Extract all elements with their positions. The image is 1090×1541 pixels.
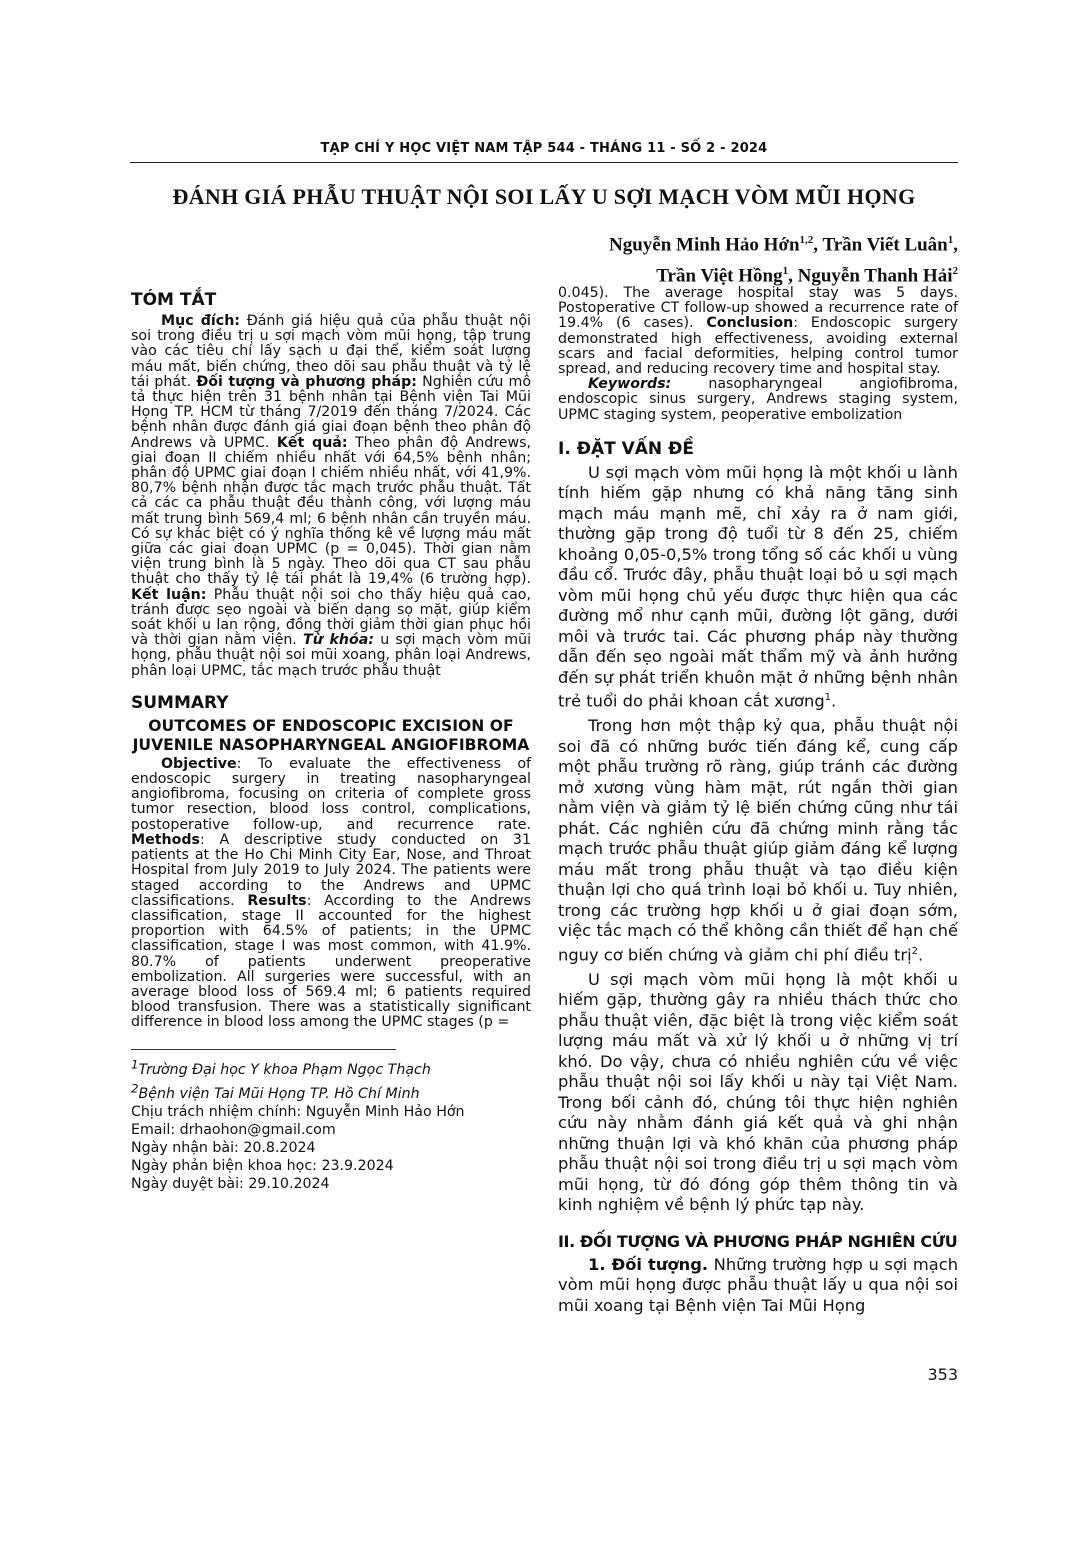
label: Keywords: <box>588 376 672 393</box>
abstract-heading: TÓM TẮT <box>131 290 217 310</box>
footnote-received: Ngày nhận bài: 20.8.2024 <box>131 1140 316 1156</box>
body-text: Những trường hợp u sợi mạch vòm mũi họng được phẫu thuật lấy u qua nội soi mũi xoang tại Bệnh viện Tai Mũi Họng <box>558 1254 959 1315</box>
footnote-mark: 1 <box>131 1057 139 1072</box>
summary-heading: SUMMARY <box>131 692 229 713</box>
intro-paragraph-1: U sợi mạch vòm mũi họng là một khối u lành tính hiếm gặp nhưng có khả năng tăng sinh mạch máu mạnh mẽ, chỉ xảy ra ở nam giới, thường gặp trong độ tuổi từ 8 đến 25, chiếm khoảng 0,05-0,5% trong tổng số các khối u vùng đầu cổ. Trước đây, phẫu thuật loại bỏ u sợi mạch vòm mũi họng chủ yếu được thực hiện qua các đường mổ như cạnh mũi, đường lột găng, dưới môi và trước tai. Các phương pháp này thường dẫn đến sẹo ngoài mất thẩm mỹ và ảnh hưởng đến sự phát triển khuôn mặt ở những bệnh nhân trẻ tuổi do phải khoan cắt xương$^1$. <box>558 462 958 711</box>
footnote-reviewed: Ngày phản biện khoa học: 23.9.2024 <box>131 1158 394 1174</box>
citation-ref: 2 <box>911 945 918 957</box>
summary-text: : According to the Andrews classification, stage II accounted for the highest proportion with 64.5% of patients; in the UPMC classification, stage I was most common, with 41.9%. 80.7% of patients underwent preoperative embolization. All surgeries were successful, with an average blood loss of 569.4 ml; 6 patients required blood transfusion. There was a statistically significant difference in blood loss among the UPMC stages (p = <box>131 892 532 1031</box>
footnote-affiliation-2 <box>131 1079 531 1103</box>
abstract-text: Theo phân độ Andrews, giai đoạn II chiếm nhiều nhất với 64,5% bệnh nhân; phân độ UPMC giai đoạn I chiếm nhiều nhất, với 41,9%. 80,7% bệnh nhận được tắc mạch trước phẫu thuật. Tất cả các ca phẫu thuật đều thành công, với lượng máu mất trung bình 569,4 ml; 6 bệnh nhân cần truyền máu. Có sự khác biệt có ý nghĩa thống kê về lượng máu mất giữa các giai đoạn UPMC (p = 0,045). Thời gian nằm viện trung bình là 5 ngày. Theo dõi qua CT sau phẫu thuật cho thấy tỷ lệ tái phát là 19,4% (6 trường hợp). <box>131 434 532 588</box>
header-rule <box>130 162 958 163</box>
label: Objective <box>161 755 237 772</box>
author-affiliation: 1 <box>782 265 789 278</box>
section-heading-introduction: I. ĐẶT VẤN ĐỀ <box>558 438 694 459</box>
journal-header: TẠP CHÍ Y HỌC VIỆT NAM TẬP 544 - THÁNG 11 - SỐ 2 - 2024 <box>320 141 768 156</box>
footnote-mark: 2 <box>131 1081 139 1096</box>
author-name: Trần Việt Hồng <box>656 265 783 287</box>
footnote-rule <box>131 1049 396 1050</box>
author-affiliation: 1 <box>947 234 954 246</box>
author-name: Nguyễn Thanh Hải <box>797 265 953 287</box>
label: Results <box>247 892 307 909</box>
summary-keywords <box>558 377 958 423</box>
footnote-accepted: Ngày duyệt bài: 29.10.2024 <box>131 1176 330 1192</box>
intro-paragraph-2: Trong hơn một thập kỷ qua, phẫu thuật nội soi đã có những bước tiến đáng kể, cung cấp một phẫu trường rõ ràng, giúp tránh các đường mở xương vùng hàm mặt, rút ngắn thời gian nằm viện và giảm tỷ lệ biến chứng cũng như tái phát. Các nghiên cứu đã chứng minh rằng tắc mạch trước phẫu thuật giúp giảm đáng kể lượng máu mất trong phẫu thuật và tạo điều kiện thuận lợi cho quá trình loại bỏ khối u. Tuy nhiên, trong các trường hợp khối u ở giai đoạn sớm, việc tắc mạch có thể không cần thiết để hạn chế nguy cơ biến chứng và giảm chi phí điều trị$^2$. <box>558 716 958 965</box>
author-line-2: Trần Việt Hồng$^1$, Nguyễn Thanh Hải$^2$ <box>656 265 958 287</box>
citation-ref: 1 <box>824 692 832 704</box>
abstract-paragraph <box>131 314 531 679</box>
author-name: Nguyễn Minh Hảo Hớn <box>609 234 800 256</box>
author-list <box>609 227 958 290</box>
author-line-1: Nguyễn Minh Hảo Hớn$^{1,2}$, Trần Viết Luân$^1$, <box>609 234 958 256</box>
footnote-responsible: Chịu trách nhiệm chính: Nguyễn Minh Hảo Hớn <box>131 1104 465 1120</box>
author-affiliation: 2 <box>952 265 958 278</box>
summary-text: nasopharyngeal angiofibroma, endoscopic sinus surgery, Andrews staging system, UPMC staging system, peoperative embolization <box>558 376 958 423</box>
summary-text: : Endoscopic surgery demonstrated high effectiveness, avoiding external scars and facial deformities, helping control tumor spread, and reducing recovery time and hospital stay. <box>558 315 959 378</box>
intro-paragraph-3: U sợi mạch vòm mũi họng là một khối u hiếm gặp, thường gây ra nhiều thách thức cho phẫu thuật viên, đặc biệt là trong việc kiểm soát lượng máu mất và xử lý khối u ở những vị trí khó. Do vậy, chưa có nhiều nghiên cứu về việc phẫu thuật nội soi lấy khối u này tại Việt Nam. Trong bối cảnh đó, chúng tôi thực hiện nghiên cứu này nhằm đánh giá kết quả và ghi nhận những thuận lợi và khó khăn của phương pháp phẫu thuật nội soi trong điều trị u sợi mạch vòm mũi họng, từ đó đóng góp thêm thông tin và kinh nghiệm về bệnh lý phức tạp này. <box>558 969 958 1215</box>
label: Mục đích: <box>161 313 240 329</box>
summary-text: : To evaluate the effectiveness of endoscopic surgery in treating nasopharyngeal angiofibroma, focusing on criteria of complete gross tumor resection, blood loss control, complications, postoperative follow-up, and recurrence rate. <box>131 755 531 833</box>
label: Đối tượng và phương pháp: <box>196 373 417 390</box>
section-heading-methods: II. ĐỐI TƯỢNG VÀ PHƯƠNG PHÁP NGHIÊN CỨU <box>558 1231 958 1251</box>
author-affiliation: 1,2 <box>799 234 814 246</box>
abstract-text: u sợi mạch vòm mũi họng, phẫu thuật nội soi mũi xoang, phân loại Andrews, phân loại UPMC, tắc mạch trước phẫu thuật <box>131 632 532 679</box>
methods-paragraph <box>558 1255 958 1317</box>
abstract-text: Nghiên cứu mô tả thực hiện trên 31 bệnh nhân tại Bệnh viện Tai Mũi Họng TP. HCM từ tháng 7/2019 đến tháng 7/2024. Các bệnh nhân được đánh giá giai đoạn bệnh theo phân độ Andrews và UPMC. <box>131 373 531 451</box>
subheading: 1. Đối tượng. <box>588 1254 709 1274</box>
abstract-text: Đánh giá hiệu quả của phẫu thuật nội soi trong điều trị u sợi mạch vòm mũi họng, tập trung vào các tiêu chí lấy sạch u đại thể, kiểm soát lượng máu mất, biến chứng, theo dõi sau phẫu thuật và tỷ lệ tái phát. <box>131 313 531 390</box>
summary-text: : A descriptive study conducted on 31 patients at the Ho Chi Minh City Ear, Nose, and Throat Hospital from July 2019 to July 2024. The patients were staged according to the Andrews and UPMC classifications. <box>131 831 531 909</box>
label: Methods <box>131 831 200 848</box>
label: Kết luận: <box>131 586 207 603</box>
paper-title: ĐÁNH GIÁ PHẪU THUẬT NỘI SOI LẤY U SỢI MẠCH VÒM MŨI HỌNG <box>172 184 916 209</box>
author-name: Trần Viết Luân <box>822 234 948 256</box>
label: Conclusion <box>706 315 794 332</box>
page-number: 353 <box>927 1365 958 1384</box>
summary-text: 0.045). The average hospital stay was 5 days. Postoperative CT follow-up showed a recurrence rate of 19.4% (6 cases). <box>558 285 958 332</box>
summary-continuation <box>558 286 958 377</box>
right-column <box>558 286 958 1316</box>
label: Từ khóa: <box>303 632 374 649</box>
left-column <box>131 290 531 1193</box>
abstract-text: Phẫu thuật nội soi cho thấy hiệu quả cao, tránh được sẹo ngoài và biến dạng sọ mặt, giúp kiểm soát khối u lan rộng, đồng thời giảm thời gian phục hồi và thời gian nằm viện. <box>131 586 531 649</box>
footnote-email: Email: drhaohon@gmail.com <box>131 1122 336 1138</box>
footnote-affiliation-1 <box>131 1056 531 1080</box>
summary-title: OUTCOMES OF ENDOSCOPIC EXCISION OF JUVENILE NASOPHARYNGEAL ANGIOFIBROMA <box>132 716 530 754</box>
label: Kết quả: <box>276 434 348 451</box>
body-text: Trong hơn một thập kỷ qua, phẫu thuật nội soi đã có những bước tiến đáng kể, cung cấp một phẫu trường rõ ràng, giúp tránh các đường mở xương vùng hàm mặt, rút ngắn thời gian nằm viện và giảm tỷ lệ biến chứng cũng như tái phát. Các nghiên cứu đã chứng minh rằng tắc mạch trước phẫu thuật giúp giảm đáng kể lượng máu mất trong phẫu thuật và tạo điều kiện thuận lợi cho quá trình loại bỏ khối u. Tuy nhiên, trong các trường hợp khối u ở giai đoạn sớm, việc tắc mạch có thể không cần thiết để hạn chế nguy cơ biến chứng và giảm chi phí điều trị <box>558 716 958 965</box>
footnote-text: Bệnh viện Tai Mũi Họng TP. Hồ Chí Minh <box>138 1086 420 1102</box>
footnote-text: Trường Đại học Y khoa Phạm Ngọc Thạch <box>138 1062 431 1079</box>
body-text: U sợi mạch vòm mũi họng là một khối u lành tính hiếm gặp nhưng có khả năng tăng sinh mạch máu mạnh mẽ, chỉ xảy ra ở nam giới, thường gặp trong độ tuổi từ 8 đến 25, chiếm khoảng 0,05-0,5% trong tổng số các khối u vùng đầu cổ. Trước đây, phẫu thuật loại bỏ u sợi mạch vòm mũi họng chủ yếu được thực hiện qua các đường mổ như cạnh mũi, đường lột găng, dưới môi và trước tai. Các phương pháp này thường dẫn đến sẹo ngoài mất thẩm mỹ và ảnh hưởng đến sự phát triển khuôn mặt ở những bệnh nhân trẻ tuổi do phải khoan cắt xương <box>558 462 958 711</box>
summary-paragraph <box>131 757 531 1031</box>
